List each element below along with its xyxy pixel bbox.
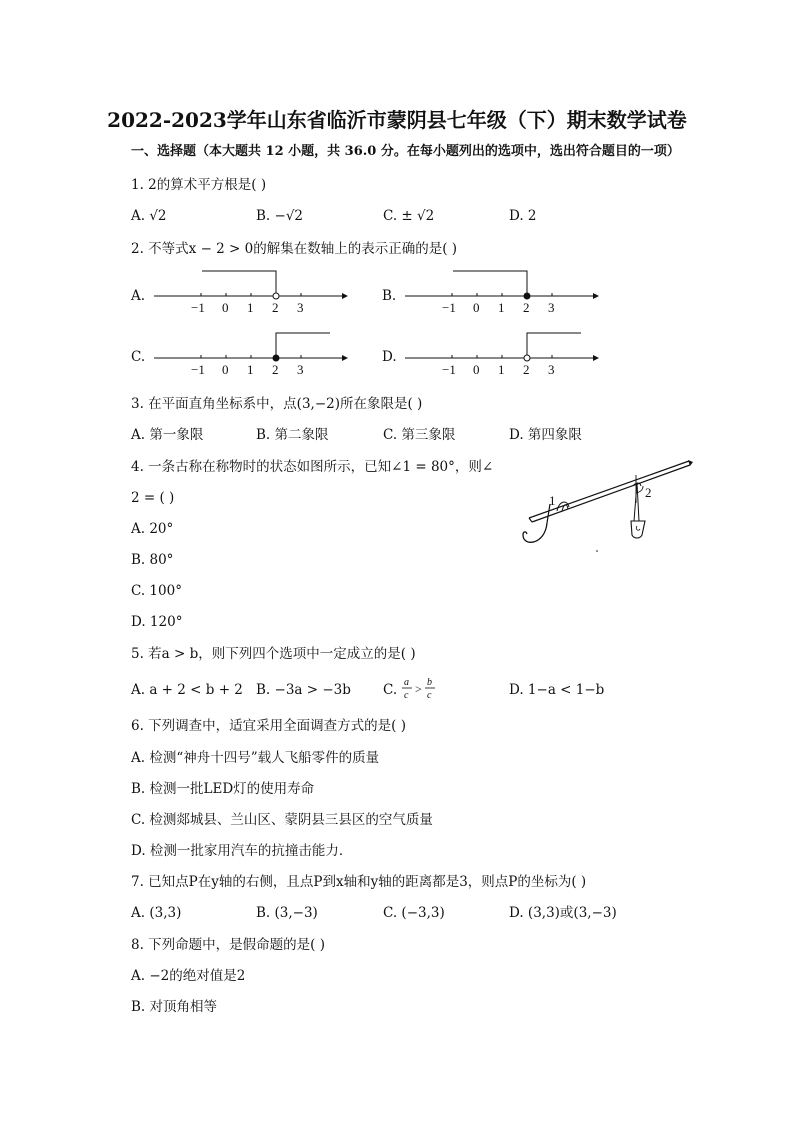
q7-option-d: D. (3,3)或(3,−3): [509, 905, 617, 921]
angle-1-label: 1: [549, 493, 556, 508]
q8-option-a: A. −2的绝对值是2: [131, 968, 246, 984]
q8-option-b: B. 对顶角相等: [131, 999, 218, 1015]
numerator-b: b: [427, 677, 432, 688]
q6-option-d: D. 检测一批家用汽车的抗撞击能力．: [131, 843, 353, 859]
q7-option-c: C. (−3,3): [383, 905, 445, 921]
tick-label: 1: [247, 300, 254, 315]
page-title: 2022-2023学年山东省临沂市蒙阴县七年级（下）期末数学试卷: [107, 108, 687, 132]
tick-label: 1: [498, 300, 505, 315]
q2-label-c: C.: [131, 349, 146, 365]
q7-option-a: A. (3,3): [131, 905, 182, 921]
q6-option-c: C. 检测郯城县、兰山区、蒙阴县三县区的空气质量: [131, 812, 433, 828]
q3-option-b: B. 第二象限: [256, 427, 329, 443]
tick-label: 3: [297, 362, 304, 377]
q3-option-d: D. 第四象限: [509, 427, 582, 443]
steelyard-figure: [515, 455, 695, 565]
tick-label: 2: [272, 300, 279, 315]
q5-option-c: C.: [383, 682, 398, 698]
q5-option-b: B. −3a > −3b: [256, 682, 351, 698]
q5-stem: 5. 若a > b，则下列四个选项中一定成立的是( ): [131, 646, 416, 662]
tick-label: 3: [548, 300, 555, 315]
tick-label: 3: [297, 300, 304, 315]
q3-option-a: A. 第一象限: [131, 427, 204, 443]
q5-option-c-fraction: [400, 673, 440, 705]
q5-option-d: D. 1−a < 1−b: [509, 682, 605, 698]
tick-label: −1: [191, 300, 205, 315]
q2-stem: 2. 不等式x − 2 > 0的解集在数轴上的表示正确的是( ): [131, 241, 458, 257]
tick-label: 1: [247, 362, 254, 377]
tick-label: 3: [548, 362, 555, 377]
number-line-a: [150, 265, 350, 315]
q6-option-a: A. 检测“神舟十四号”载人飞船零件的质量: [131, 750, 380, 766]
q7-stem: 7. 已知点P在y轴的右侧，且点P到x轴和y轴的距离都是3，则点P的坐标为( ): [131, 874, 587, 890]
q1-option-d: D. 2: [509, 208, 537, 224]
tick-label: −1: [191, 362, 205, 377]
q4-stem-line2: 2 = ( ): [131, 490, 175, 506]
greater-than-sign: >: [415, 682, 422, 696]
number-line-b: [401, 265, 601, 315]
tick-label: 1: [498, 362, 505, 377]
numerator-a: a: [404, 677, 409, 688]
q1-stem: 1. 2的算术平方根是( ): [131, 177, 267, 193]
number-line-c: [150, 327, 350, 377]
denominator-c: c: [404, 690, 409, 701]
q2-label-a: A.: [131, 288, 146, 304]
tick-label: −1: [442, 362, 456, 377]
q6-stem: 6. 下列调查中，适宜采用全面调查方式的是( ): [131, 718, 406, 734]
q6-option-b: B. 检测一批LED灯的使用寿命: [131, 781, 315, 797]
q3-stem: 3. 在平面直角坐标系中，点(3,−2)所在象限是( ): [131, 396, 423, 412]
tick-label: 0: [473, 300, 480, 315]
denominator-c: c: [427, 690, 432, 701]
number-line-d: [401, 327, 601, 377]
q5-option-a: A. a + 2 < b + 2: [131, 682, 243, 698]
q4-option-c: C. 100°: [131, 583, 182, 599]
q8-stem: 8. 下列命题中，是假命题的是( ): [131, 937, 325, 953]
q2-label-b: B.: [382, 288, 397, 304]
q2-label-d: D.: [382, 349, 397, 365]
tick-label: 2: [523, 362, 530, 377]
angle-2-label: 2: [645, 485, 652, 500]
q7-option-b: B. (3,−3): [256, 905, 318, 921]
tick-label: 2: [272, 362, 279, 377]
tick-label: 2: [523, 300, 530, 315]
q4-option-a: A. 20°: [131, 521, 174, 537]
tick-label: 0: [473, 362, 480, 377]
tick-label: −1: [442, 300, 456, 315]
q4-option-d: D. 120°: [131, 614, 183, 630]
q4-stem-line1: 4. 一条古称在称物时的状态如图所示，已知∠1 = 80°，则∠: [131, 459, 494, 475]
tick-label: 0: [222, 300, 229, 315]
q1-option-c: C. ± √2: [383, 208, 435, 224]
q3-option-c: C. 第三象限: [383, 427, 456, 443]
q1-option-b: B. −√2: [256, 208, 304, 224]
q4-option-b: B. 80°: [131, 552, 174, 568]
q1-option-a: A. √2: [131, 208, 167, 224]
tick-label: 0: [222, 362, 229, 377]
section-heading: 一、选择题（本大题共 12 小题，共 36.0 分。在每小题列出的选项中，选出符合题目的一项）: [131, 144, 680, 159]
